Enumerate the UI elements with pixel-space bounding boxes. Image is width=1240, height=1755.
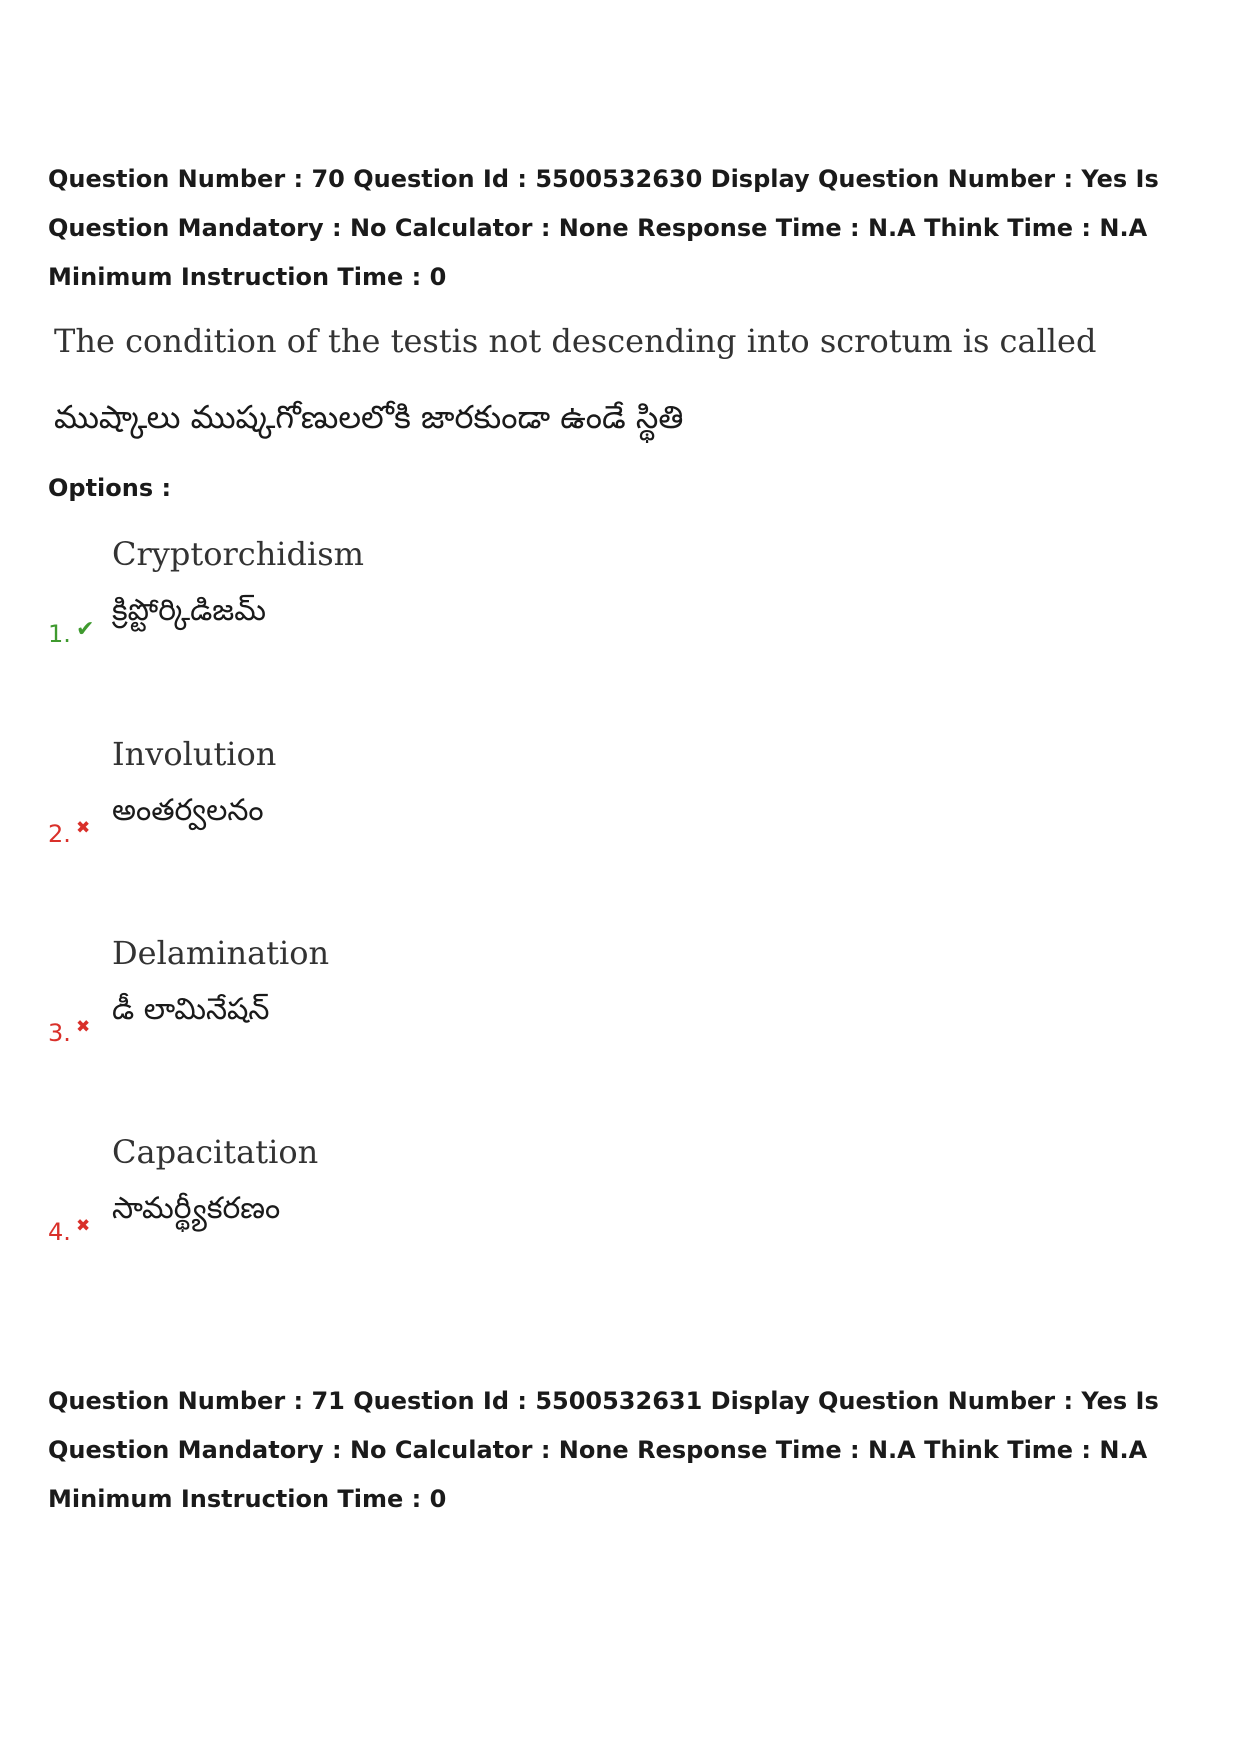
option-1-text-telugu: క్రిప్టోర్కిడిజమ్	[112, 593, 266, 628]
option-2	[0, 735, 1240, 885]
option-2-text-english: Involution	[112, 735, 277, 773]
option-2-number: 2.	[48, 820, 71, 848]
option-3	[0, 934, 1240, 1084]
option-2-text-telugu: అంతర్వలనం	[112, 793, 264, 828]
option-1-text-english: Cryptorchidism	[112, 535, 365, 573]
option-3-text-english: Delamination	[112, 934, 330, 972]
option-3-text-telugu: డీ లామినేషన్	[112, 992, 270, 1027]
option-1-number: 1.	[48, 620, 71, 648]
option-1	[0, 535, 1240, 685]
option-4-number: 4.	[48, 1218, 71, 1246]
question-70-text-telugu: ముష్కాలు ముష్కగోణులలోకి జారకుండా ఉండే స్థితి	[54, 398, 684, 436]
question-70-text-english: The condition of the testis not descending into scrotum is called	[54, 322, 1097, 360]
option-4	[0, 1133, 1240, 1283]
question-70-metadata: Question Number : 70 Question Id : 5500532630 Display Question Number : Yes Is Question Mandatory : No Calculator : None Response Time : N.A Think Time : N.A Minimum Instruction Time : 0	[48, 165, 1159, 291]
cross-icon: ✖	[76, 1216, 91, 1236]
cross-icon: ✖	[76, 1017, 91, 1037]
option-4-text-telugu: సామర్థ్యీకరణం	[112, 1191, 281, 1226]
question-71-metadata: Question Number : 71 Question Id : 5500532631 Display Question Number : Yes Is Question Mandatory : No Calculator : None Response Time : N.A Think Time : N.A Minimum Instruction Time : 0	[48, 1387, 1159, 1513]
check-icon: ✔	[76, 617, 95, 642]
cross-icon: ✖	[76, 818, 91, 838]
option-3-number: 3.	[48, 1019, 71, 1047]
options-label: Options :	[48, 474, 172, 502]
option-4-text-english: Capacitation	[112, 1133, 319, 1171]
